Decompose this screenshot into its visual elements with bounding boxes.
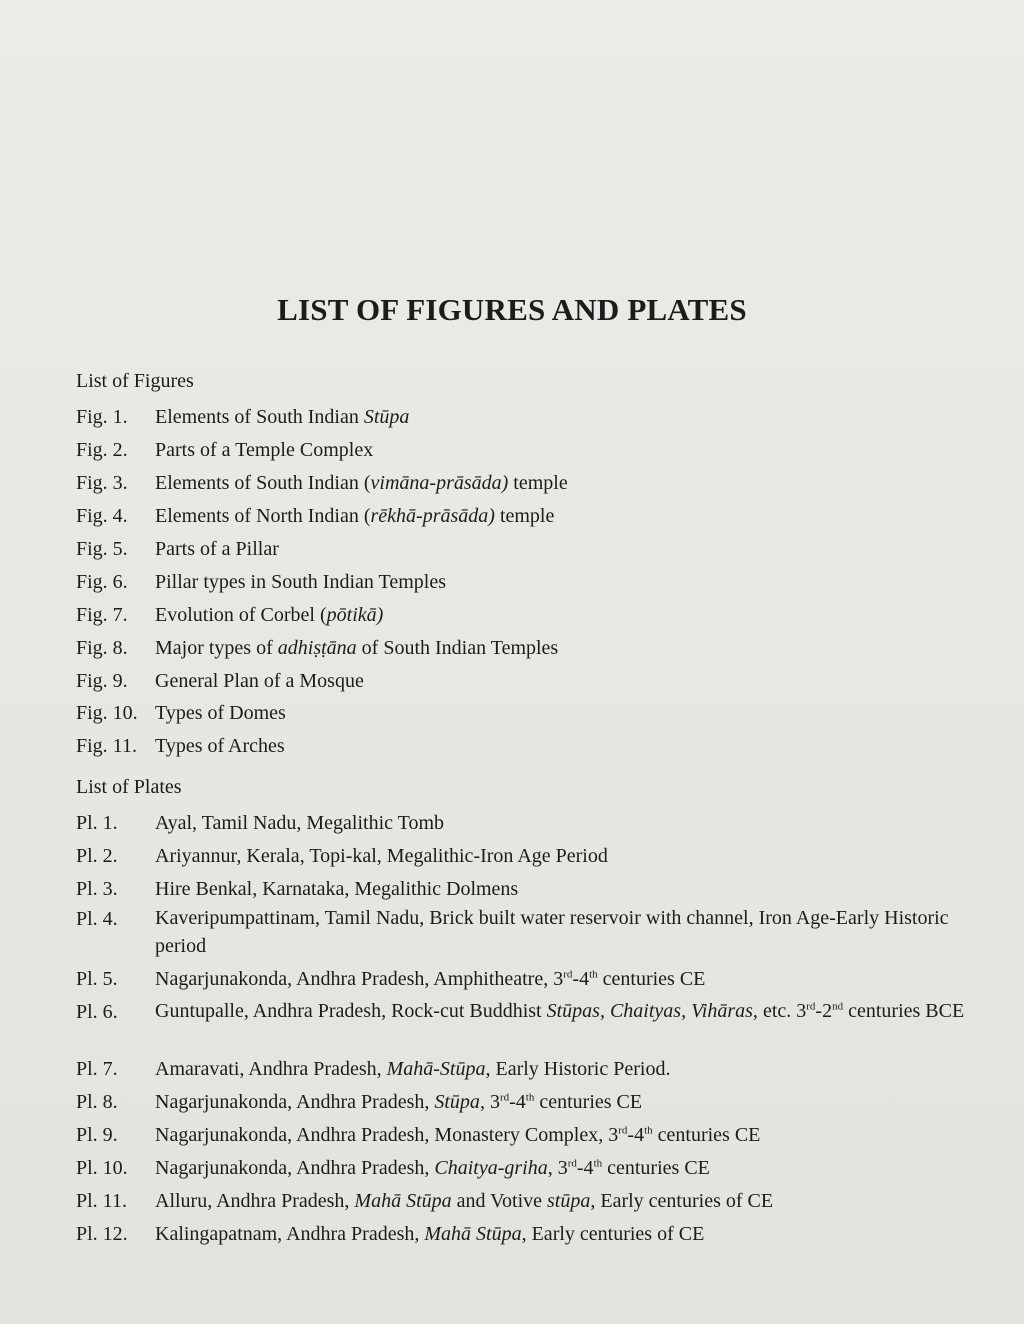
figure-item-caption xyxy=(155,567,975,597)
figure-item-caption xyxy=(155,731,975,761)
plate-item-number: Pl. 11. xyxy=(76,1190,127,1212)
caption-text: , 3 xyxy=(547,1157,568,1179)
ordinal-suffix: rd xyxy=(618,1124,628,1137)
plate-item-caption xyxy=(155,997,975,1025)
plate-item-caption xyxy=(155,904,975,960)
caption-text: Hire Benkal, Karnataka, Megalithic Dolmens xyxy=(155,878,519,900)
figure-item-number: Fig. 8. xyxy=(76,637,128,659)
ordinal-suffix: rd xyxy=(563,968,573,981)
figure-item-caption xyxy=(155,633,975,663)
caption-text: -4 xyxy=(509,1091,526,1113)
plate-item-caption xyxy=(155,808,975,838)
plate-item-caption xyxy=(155,1087,975,1117)
figure-item-number: Fig. 5. xyxy=(76,538,128,560)
ordinal-suffix: th xyxy=(589,968,598,981)
caption-text: Parts of a Temple Complex xyxy=(155,439,374,461)
caption-text: centuries CE xyxy=(652,1124,761,1146)
page-title: LIST OF FIGURES AND PLATES xyxy=(277,292,747,327)
ordinal-suffix: rd xyxy=(499,1091,510,1104)
figure-item-caption xyxy=(155,534,975,564)
caption-text: , Early centuries of CE xyxy=(590,1190,774,1212)
italic-term: Stūpa xyxy=(434,1091,480,1113)
figure-item-caption xyxy=(155,468,975,498)
caption-text: Nagarjunakonda, Andhra Pradesh, Amphitheatre, 3 xyxy=(155,968,564,990)
caption-text: centuries BCE xyxy=(843,1000,965,1022)
caption-text: Nagarjunakonda, Andhra Pradesh, Monastery Complex, 3 xyxy=(155,1124,619,1146)
italic-term: Mahā Stūpa xyxy=(424,1223,522,1245)
figure-item-number: Fig. 6. xyxy=(76,571,128,593)
caption-text: Nagarjunakonda, Andhra Pradesh, xyxy=(155,1157,435,1179)
caption-text: Parts of a Pillar xyxy=(155,538,279,560)
caption-text: -4 xyxy=(627,1124,645,1146)
plate-item-caption xyxy=(155,1186,975,1216)
caption-text: temple xyxy=(494,505,555,527)
plate-item-caption xyxy=(155,964,975,994)
figure-item-number: Fig. 3. xyxy=(76,472,128,494)
plate-item-number: Pl. 10. xyxy=(76,1157,128,1179)
caption-text: and Votive xyxy=(451,1190,548,1212)
figure-item-number: Fig. 2. xyxy=(76,439,128,461)
caption-text: Major types of xyxy=(155,637,278,659)
caption-text: Alluru, Andhra Pradesh, xyxy=(155,1190,355,1212)
caption-text: of South Indian Temples xyxy=(356,637,559,659)
caption-text: Nagarjunakonda, Andhra Pradesh, xyxy=(155,1091,435,1113)
figure-item-number: Fig. 9. xyxy=(76,670,128,692)
plate-item-number: Pl. 2. xyxy=(76,845,118,867)
ordinal-suffix: th xyxy=(525,1091,535,1104)
italic-term: adhiṣṭāna xyxy=(277,637,357,659)
figure-item-number: Fig. 4. xyxy=(76,505,128,527)
caption-text: -4 xyxy=(572,968,590,990)
figure-item-caption xyxy=(155,402,975,432)
plate-item-number: Pl. 6. xyxy=(76,1001,118,1023)
caption-text: -4 xyxy=(576,1157,594,1179)
plate-item-number: Pl. 7. xyxy=(76,1058,118,1080)
caption-text: etc. 3 xyxy=(757,1000,807,1022)
caption-text: Ayal, Tamil Nadu, Megalithic Tomb xyxy=(155,812,445,834)
caption-text: Ariyannur, Kerala, Topi-kal, Megalithic-Iron Age Period xyxy=(155,845,608,867)
ordinal-suffix: rd xyxy=(806,1000,816,1013)
ordinal-suffix: th xyxy=(593,1157,603,1170)
plate-item-caption xyxy=(155,1219,975,1249)
plates-heading: List of Plates xyxy=(76,776,182,798)
caption-text: centuries CE xyxy=(534,1091,643,1113)
caption-text: Elements of North Indian ( xyxy=(155,505,371,527)
figure-item-number: Fig. 7. xyxy=(76,604,128,626)
caption-text: Amaravati, Andhra Pradesh, xyxy=(155,1058,387,1080)
ordinal-suffix: rd xyxy=(567,1157,577,1170)
caption-text: Elements of South Indian ( xyxy=(155,472,371,494)
caption-text: , Early centuries of CE xyxy=(521,1223,705,1245)
plate-item-number: Pl. 1. xyxy=(76,812,118,834)
plate-item-number: Pl. 9. xyxy=(76,1124,118,1146)
figures-heading: List of Figures xyxy=(76,370,194,392)
caption-text: temple xyxy=(508,472,568,494)
figure-item-number: Fig. 1. xyxy=(76,406,128,428)
figure-item-caption xyxy=(155,698,975,728)
figure-item-number: Fig. 11. xyxy=(76,735,137,757)
ordinal-suffix: th xyxy=(644,1124,653,1137)
figure-item-caption xyxy=(155,600,975,630)
plate-item-number: Pl. 12. xyxy=(76,1223,128,1245)
plate-item-number: Pl. 8. xyxy=(76,1091,118,1113)
plate-item-caption xyxy=(155,841,975,871)
caption-text: Kaveripumpattinam, Tamil Nadu, Brick built water reservoir with channel, Iron Age-Early Historic period xyxy=(155,907,949,957)
caption-text: centuries CE xyxy=(602,1157,710,1179)
italic-term: rēkhā-prāsāda) xyxy=(370,505,495,527)
figure-item-number: Fig. 10. xyxy=(76,702,138,724)
figure-item-caption xyxy=(155,501,975,531)
plate-item-caption xyxy=(155,1054,975,1084)
plate-item-caption xyxy=(155,874,975,904)
caption-text: Pillar types in South Indian Temples xyxy=(155,571,446,593)
figure-item-caption xyxy=(155,666,975,696)
plate-item-caption xyxy=(155,1120,975,1150)
ordinal-suffix: nd xyxy=(832,1000,844,1013)
plate-item-number: Pl. 3. xyxy=(76,878,118,900)
plate-item-number: Pl. 5. xyxy=(76,968,118,990)
italic-term: stūpa xyxy=(547,1190,591,1212)
italic-term: Mahā Stūpa xyxy=(354,1190,452,1212)
caption-text: Evolution of Corbel ( xyxy=(155,604,327,626)
caption-text: Types of Domes xyxy=(155,702,286,724)
caption-text: Elements of South Indian xyxy=(155,406,364,428)
figure-item-caption xyxy=(155,435,975,465)
italic-term: Stūpa xyxy=(363,406,410,428)
caption-text: , 3 xyxy=(479,1091,500,1113)
caption-text: Kalingapatnam, Andhra Pradesh, xyxy=(155,1223,425,1245)
caption-text: , Early Historic Period. xyxy=(485,1058,671,1080)
plate-item-number: Pl. 4. xyxy=(76,908,118,930)
caption-text: -2 xyxy=(815,1000,833,1022)
italic-term: vimāna-prāsāda) xyxy=(370,472,509,494)
italic-term: Mahā-Stūpa xyxy=(386,1058,486,1080)
caption-text: General Plan of a Mosque xyxy=(155,670,364,692)
caption-text: centuries CE xyxy=(597,968,706,990)
italic-term: Stūpas, Chaityas, Vihāras, xyxy=(546,1000,758,1022)
caption-text: Guntupalle, Andhra Pradesh, Rock-cut Buddhist xyxy=(155,1000,547,1022)
plate-item-caption xyxy=(155,1153,975,1183)
caption-text: Types of Arches xyxy=(155,735,285,757)
italic-term: Chaitya-griha xyxy=(434,1157,548,1179)
italic-term: pōtikā) xyxy=(326,604,384,626)
